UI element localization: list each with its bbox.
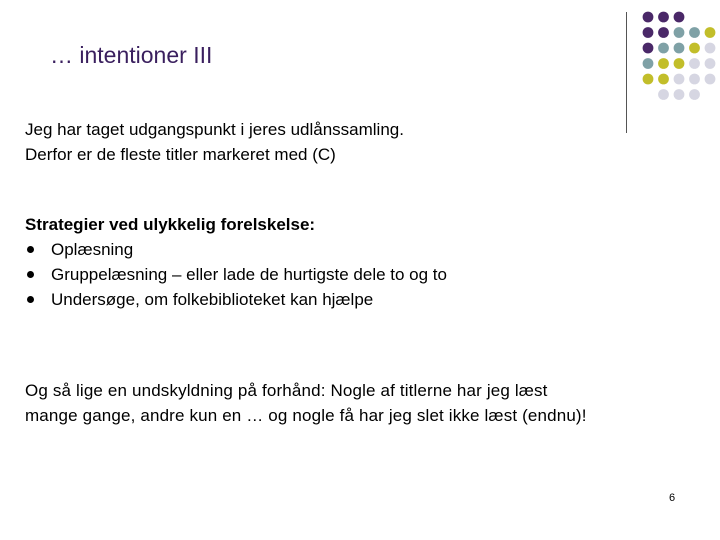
decorative-dot — [674, 89, 685, 100]
intro-line-1: Jeg har taget udgangspunkt i jeres udlånssamling. — [25, 120, 404, 139]
decorative-dot — [658, 43, 669, 54]
list-item-text: Undersøge, om folkebiblioteket kan hjælpe — [51, 290, 374, 309]
decorative-dot — [689, 27, 700, 38]
decorative-dot — [689, 74, 700, 85]
decorative-dot — [674, 12, 685, 23]
decorative-dot — [689, 43, 700, 54]
decorative-dot — [674, 58, 685, 69]
list-item — [25, 237, 447, 262]
page-number: 6 — [669, 492, 676, 504]
closing-line-2: mange gange, andre kun en … og nogle få har jeg slet ikke læst (endnu)! — [25, 406, 587, 425]
list-item-text: Oplæsning — [51, 240, 134, 259]
intro-line-2: Derfor er de fleste titler markeret med (C) — [25, 145, 336, 164]
closing-line-1: Og så lige en undskyldning på forhånd: Nogle af titlerne har jeg læst — [25, 381, 548, 400]
strategy-section — [25, 212, 447, 312]
decorative-dot — [689, 58, 700, 69]
bullet-dot-icon — [27, 271, 34, 278]
decorative-dot — [674, 27, 685, 38]
bullet-dot-icon — [27, 296, 34, 303]
bullet-dot-icon — [27, 246, 34, 253]
decorative-dot — [658, 74, 669, 85]
closing-paragraph — [25, 378, 587, 428]
list-item — [25, 287, 447, 312]
decorative-dot — [658, 12, 669, 23]
strategy-heading: Strategier ved ulykkelig forelskelse: — [25, 215, 316, 234]
decorative-dot — [674, 74, 685, 85]
decorative-dot — [643, 74, 654, 85]
title-divider-line — [626, 12, 627, 133]
decorative-dot — [705, 43, 716, 54]
strategy-list — [25, 237, 447, 312]
slide-title: … intentioner III — [50, 42, 213, 68]
decorative-dot — [643, 27, 654, 38]
intro-paragraph — [25, 117, 404, 167]
decorative-dot — [658, 58, 669, 69]
decorative-dot — [643, 58, 654, 69]
decorative-dot — [658, 89, 669, 100]
decorative-dot — [643, 12, 654, 23]
decorative-dot — [689, 89, 700, 100]
decorative-dot — [643, 43, 654, 54]
list-item-text: Gruppelæsning – eller lade de hurtigste dele to og to — [51, 265, 447, 284]
decorative-dot — [705, 58, 716, 69]
decorative-dot — [705, 74, 716, 85]
decorative-dot — [658, 27, 669, 38]
list-item — [25, 262, 447, 287]
decorative-dot — [674, 43, 685, 54]
decorative-dot — [705, 27, 716, 38]
